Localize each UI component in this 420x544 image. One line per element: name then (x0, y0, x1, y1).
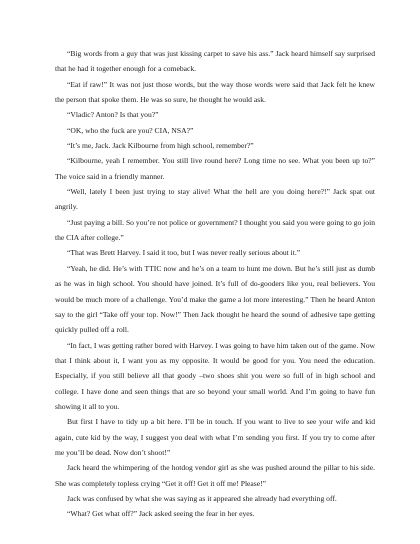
paragraph: “What? Get what off?” Jack asked seeing the fear in her eyes. (67, 509, 255, 519)
document-page (55, 46, 375, 522)
paragraph: But first I have to tidy up a bit here. I’ll be in touch. If you want to live to see your wife and kid again, cute kid by the way, I suggest you deal with what I’m sending you first. If you try to come after me you’ll be dead. Now don’t shoot!” (55, 417, 375, 457)
paragraph: “That was Brett Harvey. I said it too, but I was never really serious about it.” (67, 248, 301, 258)
paragraph: “Kilbourne, yeah I remember. You still live round here? Long time no see. What you been up to?” The voice said in a friendly manner. (55, 156, 375, 181)
paragraph: “Yeah, he did. He’s with TTIC now and he’s on a team to hunt me down. But he’s still just as dumb as he was in high school. You should have joined. It’s full of do-gooders like you, real believers. You would be much more of a challenge. You’d make the game a lot more interesting.” Then he heard Anton say to the girl “Take off your top. Now!” Then Jack thought he heard the sound of adhesive tape getting quickly pulled off a roll. (55, 263, 375, 335)
paragraph: “Eat if raw!” It was not just those words, but the way those words were said that Jack felt he knew the person that spoke them. He was so sure, he thought he would ask. (55, 79, 375, 105)
paragraph: “Vladic? Anton? Is that you?” (67, 110, 159, 120)
paragraph: “OK, who the fuck are you? CIA, NSA?” (67, 125, 194, 135)
paragraph: “In fact, I was getting rather bored with Harvey. I was going to have him taken out of the game. Now that I think about it, I want you as my opposite. It would be good for you. You need the education. Especially, if you still believe all that goody –two shoes shit you were so full of in high school and college. I have done and seen things that are so beyond your small world. And I’m going to have fun showing it all to you. (55, 340, 375, 411)
paragraph: “It’s me, Jack. Jack Kilbourne from high school, remember?” (67, 141, 254, 151)
paragraph: Jack heard the whimpering of the hotdog vendor girl as she was pushed around the pillar to his side. She was completely topless crying “Get it off! Get it off me! Please!” (55, 463, 375, 488)
paragraph: Jack was confused by what she was saying as it appeared she already had everything off. (67, 493, 337, 503)
paragraph: “Just paying a bill. So you’re not police or government? I thought you said you were going to go join the CIA after college.” (55, 217, 375, 243)
paragraph: “Big words from a guy that was just kissing carpet to save his ass.” Jack heard himself say surprised that he had it together enough for a comeback. (55, 49, 375, 74)
paragraph: “Well, lately I been just trying to stay alive! What the hell are you doing here?!” Jack spat out angrily. (55, 187, 375, 212)
